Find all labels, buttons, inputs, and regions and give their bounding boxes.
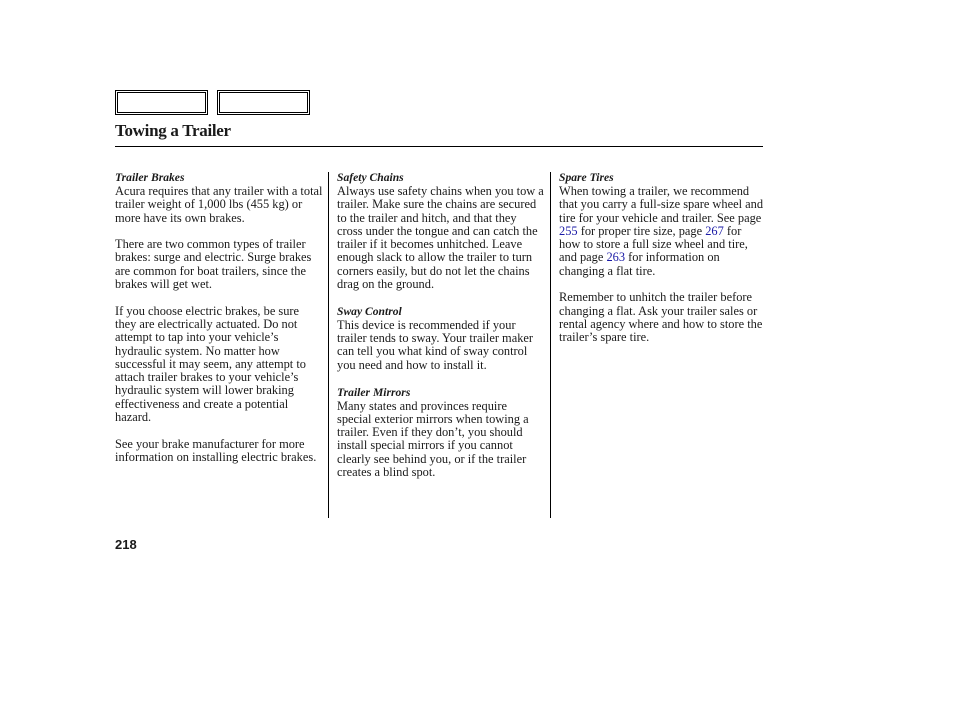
text-run: for how to store a full size wheel and tire, and page [559,223,748,265]
section-heading-trailer-mirrors: Trailer Mirrors [337,385,411,399]
page-link-267[interactable]: 267 [705,223,724,238]
paragraph: Always use safety chains when you tow a trailer. Make sure the chains are secured to the trailer and hitch, and that they cross under the tongue and can catch the trailer if it becomes unhitched. Leave enough slack to allow the trailer to turn corners easily, but do not let the chains drag on the ground. [337,184,544,292]
column-spare-tires [559,171,764,345]
nav-tab-main-menu[interactable] [115,90,208,115]
paragraph [559,185,764,278]
paragraph: Many states and provinces require special exterior mirrors when towing a trailer. Even if they don’t, you should install special mirrors if you cannot clearly see behind you, or if the trailer creates a blind spot. [337,398,529,480]
paragraph: If you choose electric brakes, be sure they are electrically actuated. Do not attempt to tap into your vehicle’s hydraulic system. No matter how successful it may seem, any attempt to attach trailer brakes to your vehicle’s hydraulic system will lower braking effectiveness and create a potential hazard. [115,303,306,425]
page-title: Towing a Trailer [115,121,231,140]
column-divider [328,172,329,518]
paragraph: This device is recommended if your trailer tends to sway. Your trailer maker can tell you what kind of sway control you need and how to install it. [337,317,534,372]
title-divider [115,146,763,147]
column-chains-sway-mirrors [337,171,544,479]
section-heading-spare-tires: Spare Tires [559,171,614,184]
page-link-255[interactable]: 255 [559,223,578,238]
paragraph: There are two common types of trailer brakes: surge and electric. Surge brakes are common for boat trailers, since the brakes will get wet. [115,237,312,292]
page-link-263[interactable]: 263 [606,250,626,265]
text-run: When towing a trailer, we recommend that you carry a full-size spare wheel and tire for your vehicle and trailer. See page [559,184,764,225]
text-run: for proper tire size, page [577,223,706,238]
paragraph: Acura requires that any trailer with a total trailer weight of 1,000 lbs (455 kg) or more have its own brakes. [115,184,323,225]
column-divider [550,172,551,518]
text-run: for information on changing a flat tire. [559,250,720,278]
paragraph: See your brake manufacturer for more information on installing electric brakes. [115,436,317,464]
column-trailer-brakes [115,171,323,464]
section-heading-sway-control: Sway Control [337,304,402,318]
nav-tab-index[interactable] [217,90,310,115]
section-heading-trailer-brakes: Trailer Brakes [115,171,185,184]
page-number: 218 [115,537,137,552]
section-heading-safety-chains: Safety Chains [337,171,404,184]
paragraph: Remember to unhitch the trailer before changing a flat. Ask your trailer sales or rental agency where and how to store the trailer’s spare tire. [559,290,763,345]
